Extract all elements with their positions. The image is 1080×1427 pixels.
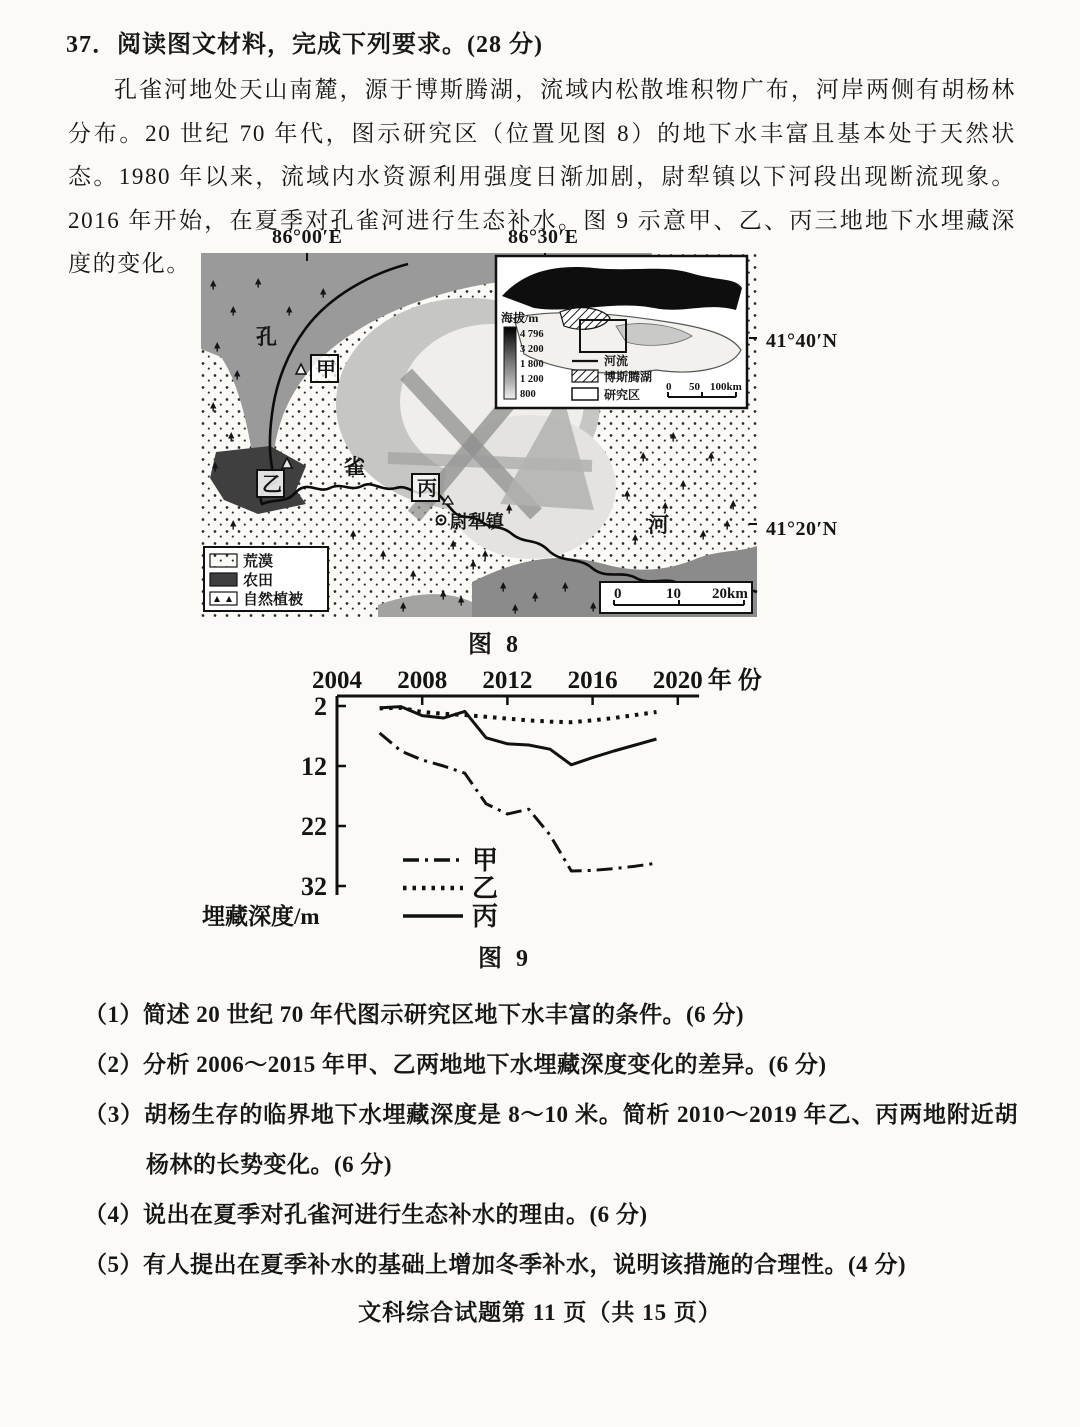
question-2-text: 分析 2006～2015 年甲、乙两地地下水埋藏深度变化的差异。(6 分) (143, 1052, 827, 1077)
inset-elev-title: 海拔/m (501, 311, 539, 325)
river-char-que: 雀 (344, 455, 365, 479)
question-5-label: （5） (84, 1252, 143, 1277)
legend-label-yi: 乙 (472, 874, 499, 903)
inset-scale-50: 50 (689, 381, 700, 393)
site-bing-label: 丙 (417, 478, 437, 500)
page-footer: 文科综合试题第 11 页（共 15 页） (358, 1300, 722, 1325)
intro-paragraph: 孔雀河地处天山南麓，源于博斯腾湖，流域内松散堆积物广布，河岸两侧有胡杨林分布。20 世纪 70 年代，图示研究区（位置见图 8）的地下水丰富且基本处于天然状态。1980 年以来，流域内水资源利用强度日渐加剧，尉犁镇以下河段出现断流现象。2016 年开始，在夏季对孔雀河进行生态补水。图 9 示意甲、乙、丙三地地下水埋藏深度的变化。 (68, 77, 1016, 276)
figure-8-map (200, 252, 758, 620)
y-tick-label: 2 (314, 692, 327, 721)
lon-label-right: 86°30′E (508, 226, 579, 248)
question-item-4 (84, 1190, 1018, 1240)
question-list (84, 990, 1018, 1290)
legend-label-jia: 甲 (472, 846, 499, 875)
legend-vegetation-label: 自然植被 (243, 592, 304, 608)
scalebar-0: 0 (614, 586, 622, 602)
question-1-text: 简述 20 世纪 70 年代图示研究区地下水丰富的条件。(6 分) (143, 1002, 745, 1027)
map-scalebar (600, 582, 752, 613)
question-title-text: 阅读图文材料，完成下列要求。(28 分) (117, 32, 543, 58)
question-item-1 (84, 990, 1018, 1040)
map-svg (200, 252, 758, 618)
map-legend (204, 547, 328, 611)
inset-scale-100: 100km (710, 381, 742, 393)
x-tick-label: 2004 (312, 667, 362, 694)
x-tick-label: 2020 (652, 667, 703, 694)
question-1-label: （1） (84, 1002, 143, 1027)
y-tick-label: 32 (301, 872, 327, 901)
inset-elev-2: 3 200 (520, 344, 544, 355)
legend-farmland-label: 农田 (243, 573, 274, 589)
y-tick-label: 22 (301, 812, 327, 841)
lat-label-bottom: 41°20′N (766, 518, 838, 540)
question-5-text: 有人提出在夏季补水的基础上增加冬季补水，说明该措施的合理性。(4 分) (143, 1252, 907, 1277)
inset-legend-lake: 博斯腾湖 (604, 370, 653, 384)
inset-elev-1: 4 796 (520, 329, 544, 340)
site-yi-label: 乙 (262, 474, 282, 496)
x-tick-label: 2008 (397, 667, 448, 694)
inset-elev-5: 800 (520, 389, 536, 400)
legend-desert-label: 荒漠 (243, 554, 274, 570)
inset-elev-4: 1 200 (520, 374, 544, 385)
figure-8-caption: 图 8 (468, 632, 522, 658)
inset-legend-river: 河流 (604, 354, 629, 368)
question-4-label: （4） (84, 1202, 143, 1227)
inset-elev-ramp (504, 327, 516, 399)
inset-legend-study: 研究区 (604, 388, 641, 402)
question-3-text: 胡杨生存的临界地下水埋藏深度是 8～10 米。简析 2010～2019 年乙、丙两地附近胡杨林的长势变化。(6 分) (144, 1102, 1019, 1177)
x-tick-label: 2016 (567, 667, 618, 694)
site-jia-label: 甲 (316, 359, 336, 381)
chart-series-jia (380, 733, 657, 871)
question-2-label: （2） (84, 1052, 143, 1077)
x-tick-label: 2012 (482, 667, 533, 694)
figure-9-caption: 图 9 (478, 946, 532, 972)
scalebar-20: 20km (712, 586, 748, 602)
inset-map (496, 256, 747, 408)
question-item-2 (84, 1040, 1018, 1090)
question-item-3 (84, 1090, 1018, 1190)
lat-label-top: 41°40′N (766, 330, 838, 352)
question-item-5 (84, 1240, 1018, 1290)
inset-elev-3: 1 800 (520, 359, 544, 370)
inset-scale-0: 0 (666, 381, 672, 393)
figure-9-chart (190, 652, 790, 952)
lon-label-left: 86°00′E (272, 226, 343, 248)
chart-series-bing (380, 707, 657, 765)
question-number: 37． (66, 32, 117, 58)
y-tick-label: 12 (301, 752, 327, 781)
scalebar-10: 10 (666, 586, 681, 602)
chart-svg (190, 652, 790, 952)
town-label: 尉犁镇 (450, 512, 504, 532)
y-axis-title: 埋藏深度/m (202, 904, 320, 929)
question-4-text: 说出在夏季对孔雀河进行生态补水的理由。(6 分) (143, 1202, 648, 1227)
legend-label-bing: 丙 (472, 902, 499, 931)
river-char-kong: 孔 (256, 325, 277, 349)
question-3-label: （3） (84, 1102, 145, 1127)
question-title (66, 24, 543, 59)
x-axis-title: 年份 (707, 668, 768, 694)
river-char-he: 河 (648, 513, 669, 537)
